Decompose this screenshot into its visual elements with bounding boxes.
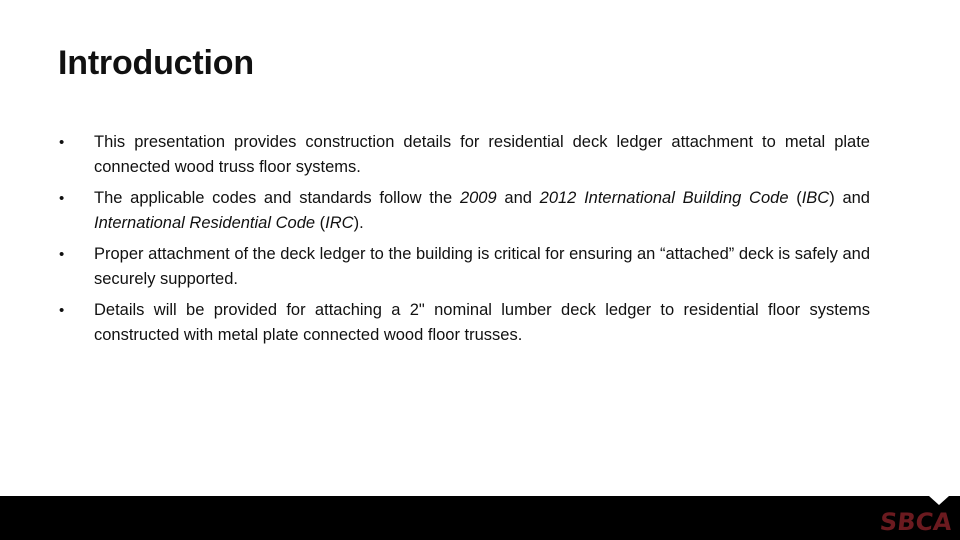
bullet-item xyxy=(58,186,870,236)
bullet-text: The applicable codes and standards follow the xyxy=(94,189,460,207)
bullet-text: Proper attachment of the deck ledger to the building is critical for ensuring an “attached” deck is safely and securely supported. xyxy=(94,245,870,288)
bullet-text-italic: 2009 xyxy=(459,189,497,207)
bullet-text: Details will be provided for attaching a 2" nominal lumber deck ledger to residential floor systems constructed with metal plate connected wood floor trusses. xyxy=(94,301,870,344)
bullet-list xyxy=(58,130,870,354)
bullet-text-italic: IRC xyxy=(325,214,354,232)
bullet-item xyxy=(58,242,870,292)
bullet-text: ( xyxy=(788,189,802,207)
bullet-text-italic: 2012 International Building Code xyxy=(539,189,789,207)
bullet-item xyxy=(58,298,870,348)
bullet-text: This presentation provides construction details for residential deck ledger attachment to metal plate connected wood truss floor systems. xyxy=(94,133,870,176)
footer-notch-icon xyxy=(929,496,949,505)
sbca-logo: SBCA xyxy=(878,508,954,536)
bullet-text: ( xyxy=(315,214,326,232)
bullet-dot-icon: • xyxy=(59,190,65,207)
bullet-text-italic: International Residential Code xyxy=(94,214,316,232)
slide-title: Introduction xyxy=(58,44,254,82)
bullet-text: and xyxy=(496,189,540,207)
footer-bar xyxy=(0,496,960,540)
bullet-dot-icon: • xyxy=(59,134,65,151)
bullet-text-italic: IBC xyxy=(801,189,830,207)
bullet-dot-icon: • xyxy=(59,302,65,319)
bullet-text: ) and xyxy=(829,189,870,207)
bullet-dot-icon: • xyxy=(59,246,65,263)
bullet-item xyxy=(58,130,870,180)
bullet-text: ). xyxy=(353,214,364,232)
